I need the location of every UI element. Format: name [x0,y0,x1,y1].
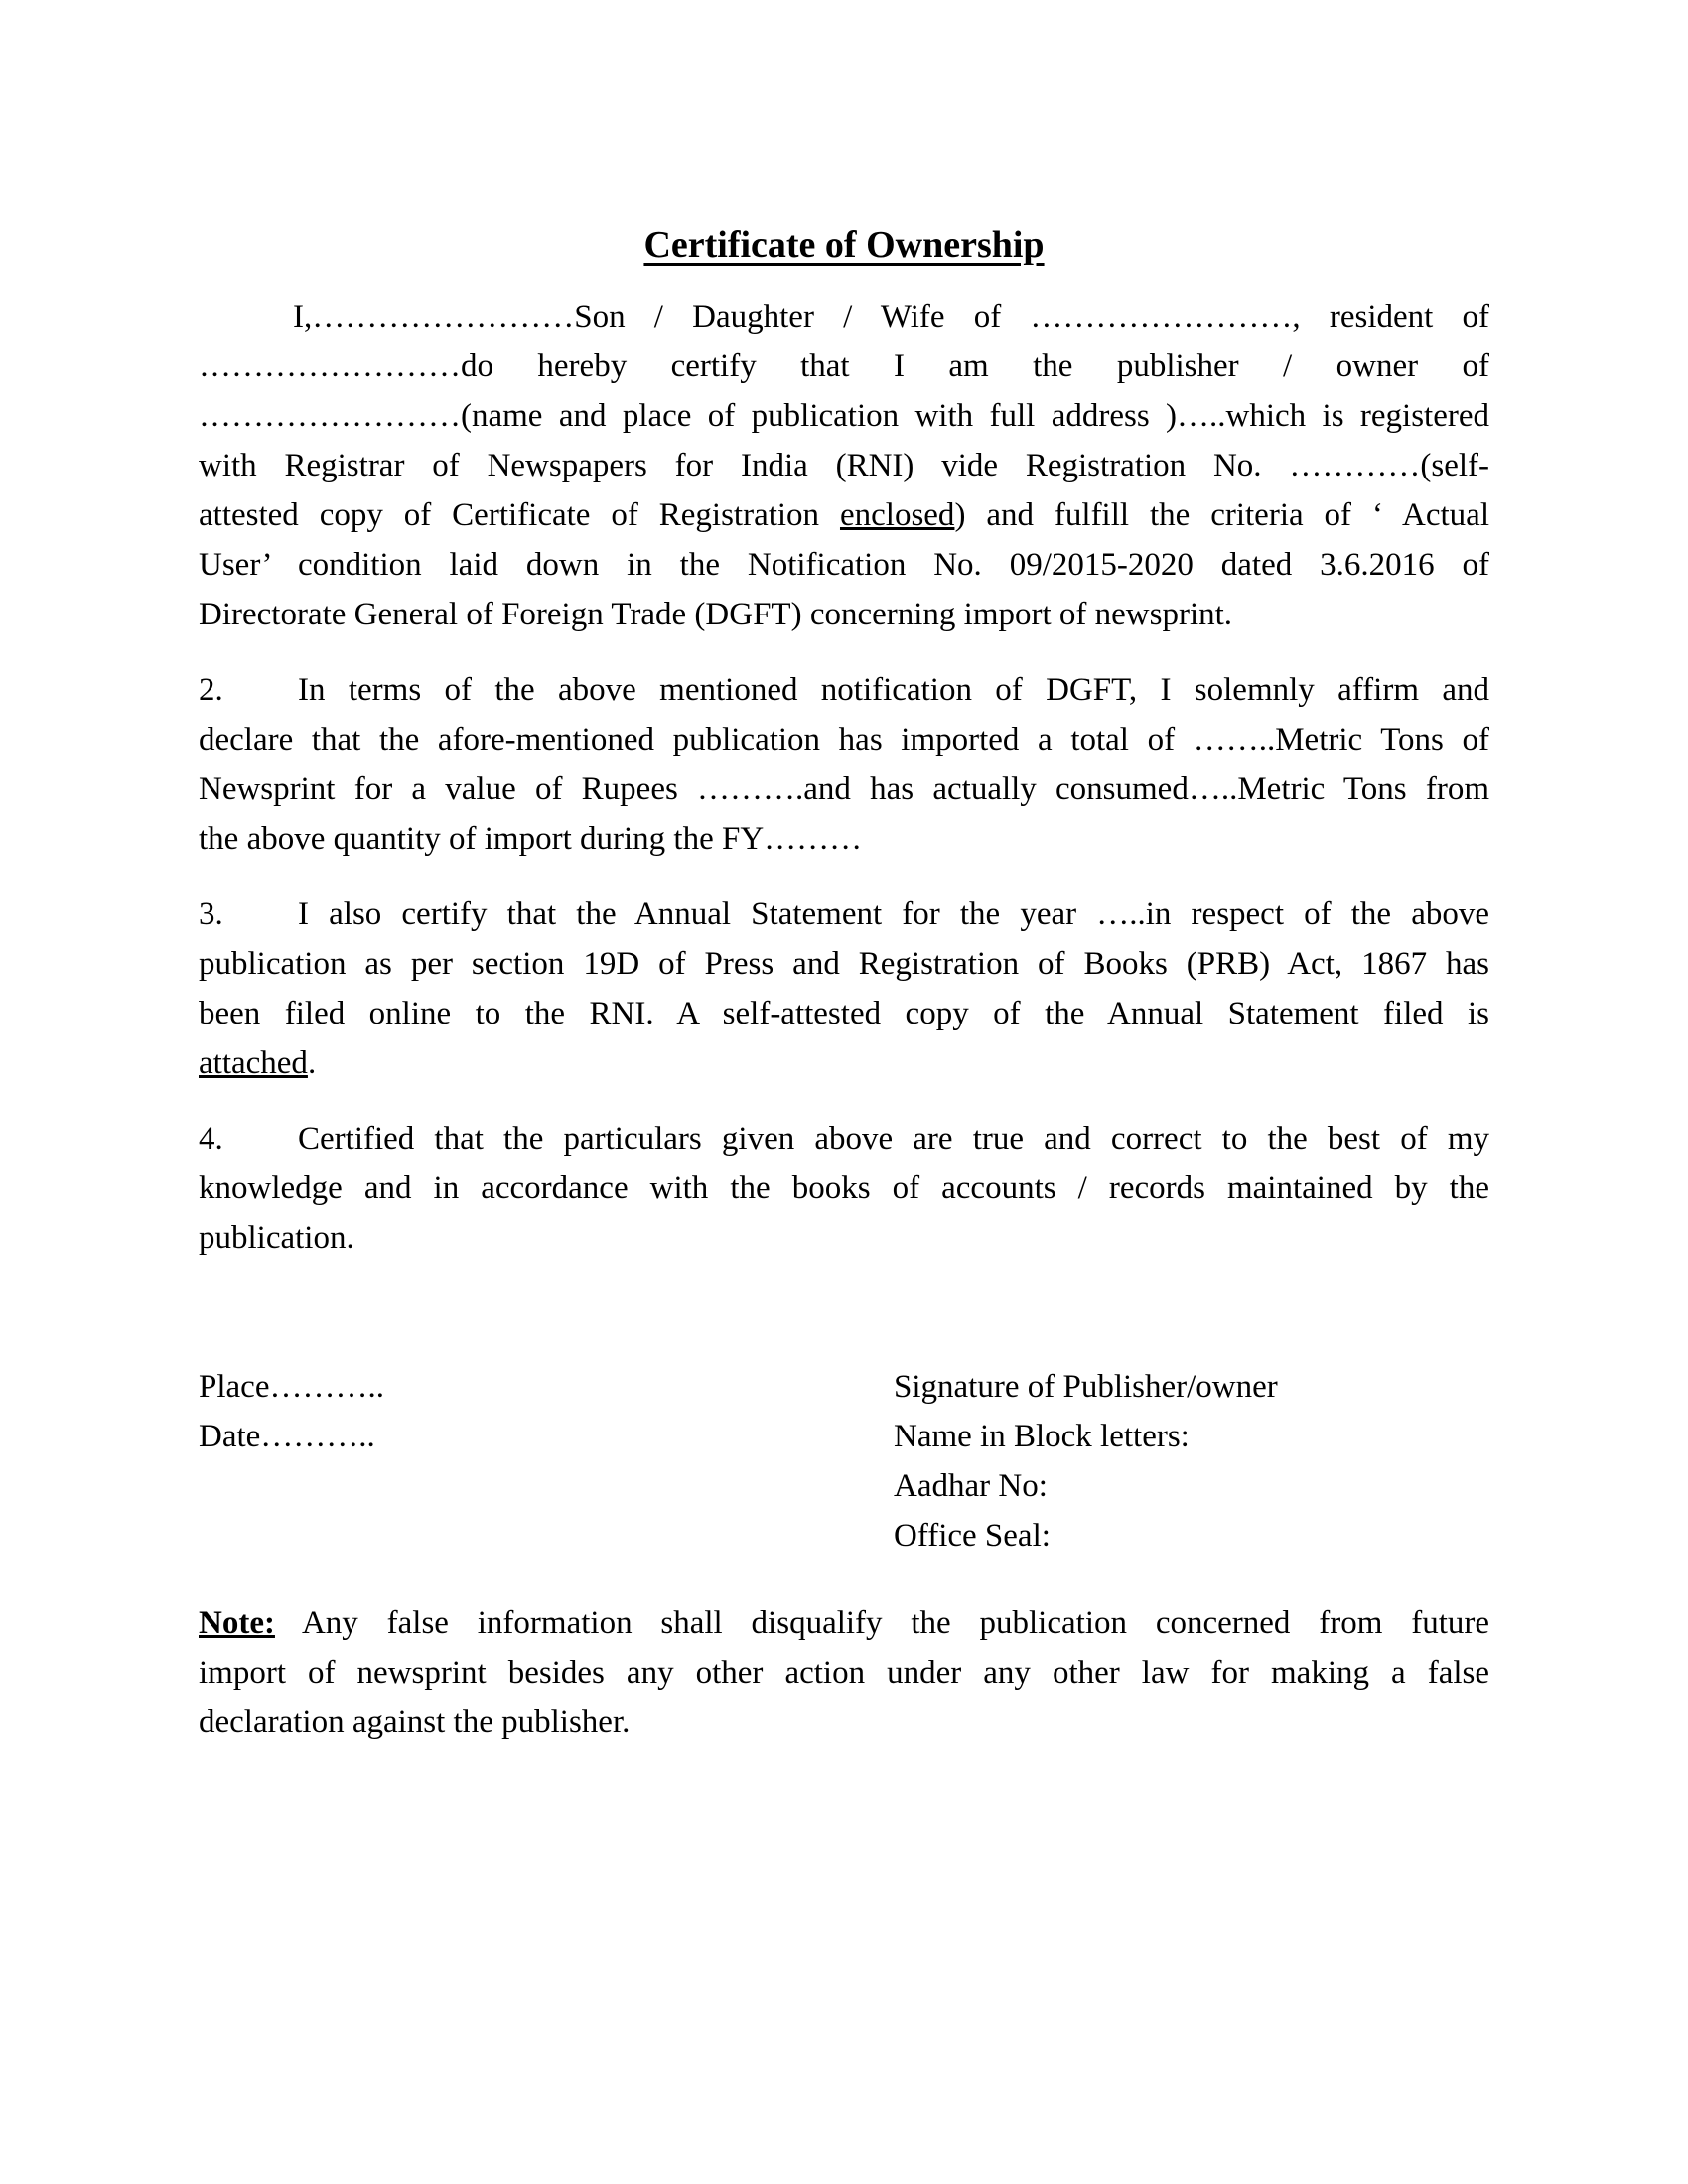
signature-block [199,1362,1489,1561]
line-text: publication as per section 19D of Press and Registration of Books (PRB) Act, 1867 has [199,946,1489,982]
line-text: I,……………………Son / Daughter / Wife of ……………………, resident of [293,299,1489,335]
paragraph-line [199,814,1489,864]
paragraph-2 [199,665,1489,864]
line-text: Certified that the particulars given above are true and correct to the best of my [298,1121,1489,1157]
aadhar-no-line [894,1461,1278,1511]
paragraph-line [199,1648,1489,1698]
line-text: declaration against the publisher. [199,1705,631,1740]
line-text: ) and fulfill the criteria of ‘ Actual [954,497,1489,533]
paragraph-line [199,989,1489,1038]
line-text: Directorate General of Foreign Trade (DGFT) concerning import of newsprint. [199,597,1233,632]
paragraph-number: 3. [199,896,223,932]
paragraph-4 [199,1114,1489,1263]
line-text: Office Seal: [894,1518,1051,1554]
paragraph-line [199,1038,1489,1088]
paragraph-line [199,391,1489,441]
underlined-word-enclosed: enclosed [839,497,955,533]
paragraph-line [199,341,1489,391]
paragraph-line [199,665,1489,715]
signature-of-publisher-line [894,1362,1278,1412]
line-text: ……………………(name and place of publication with full address )…..which is registered [199,398,1489,434]
line-text: User’ condition laid down in the Notification No. 09/2015-2020 dated 3.6.2016 of [199,547,1489,583]
line-text: Date……….. [199,1419,375,1454]
paragraph-number: 2. [199,672,223,708]
line-text: Aadhar No: [894,1468,1048,1504]
line-text: In terms of the above mentioned notification of DGFT, I solemnly affirm and [298,672,1489,708]
line-text: import of newsprint besides any other action under any other law for making a false [199,1655,1489,1691]
signature-right-column [894,1362,1278,1561]
line-text: I also certify that the Annual Statement for the year …..in respect of the above [298,896,1489,932]
paragraph-line [199,1163,1489,1213]
document-title [199,220,1489,270]
paragraph-line [199,715,1489,764]
line-text: Newsprint for a value of Rupees ……….and has actually consumed…..Metric Tons from [199,771,1489,807]
line-text: . [307,1045,317,1081]
name-in-block-letters-line [894,1412,1278,1461]
place-line [199,1362,1489,1412]
line-text: Place……….. [199,1369,384,1405]
line-text: publication. [199,1220,354,1256]
signature-left-column [199,1362,1489,1461]
paragraph-number: 4. [199,1121,223,1157]
paragraph-3 [199,889,1489,1088]
line-text: with Registrar of Newspapers for India (RNI) vide Registration No. …………(self- [199,448,1489,483]
paragraph-line [199,764,1489,814]
office-seal-line [894,1511,1278,1561]
paragraph-line [199,1213,1489,1263]
paragraph-line [199,1698,1489,1747]
note-label: Note: [199,1605,275,1641]
paragraph-line [199,889,1489,939]
note-paragraph [199,1598,1489,1747]
paragraph-line [199,1114,1489,1163]
paragraph-line [199,441,1489,490]
paragraph-line [199,490,1489,540]
underlined-word-attached: attached [199,1045,308,1081]
date-line [199,1412,1489,1461]
paragraph-line [199,590,1489,639]
paragraph-line [199,939,1489,989]
document-title-text: Certificate of Ownership [643,224,1045,266]
line-text: ……………………do hereby certify that I am the publisher / owner of [199,348,1489,384]
paragraph-line [199,1598,1489,1648]
line-text: knowledge and in accordance with the books of accounts / records maintained by the [199,1170,1489,1206]
line-text: Signature of Publisher/owner [894,1369,1278,1405]
line-text: been filed online to the RNI. A self-attested copy of the Annual Statement filed is [199,996,1489,1031]
paragraph-intro [199,292,1489,639]
line-text: Any false information shall disqualify the publication concerned from future [274,1605,1489,1641]
paragraph-line [199,292,1489,341]
line-text: the above quantity of import during the FY……… [199,821,863,857]
line-text: declare that the afore-mentioned publication has imported a total of ……..Metric Tons of [199,722,1489,757]
line-text: attested copy of Certificate of Registration [199,497,840,533]
paragraph-line [199,540,1489,590]
line-text: Name in Block letters: [894,1419,1190,1454]
